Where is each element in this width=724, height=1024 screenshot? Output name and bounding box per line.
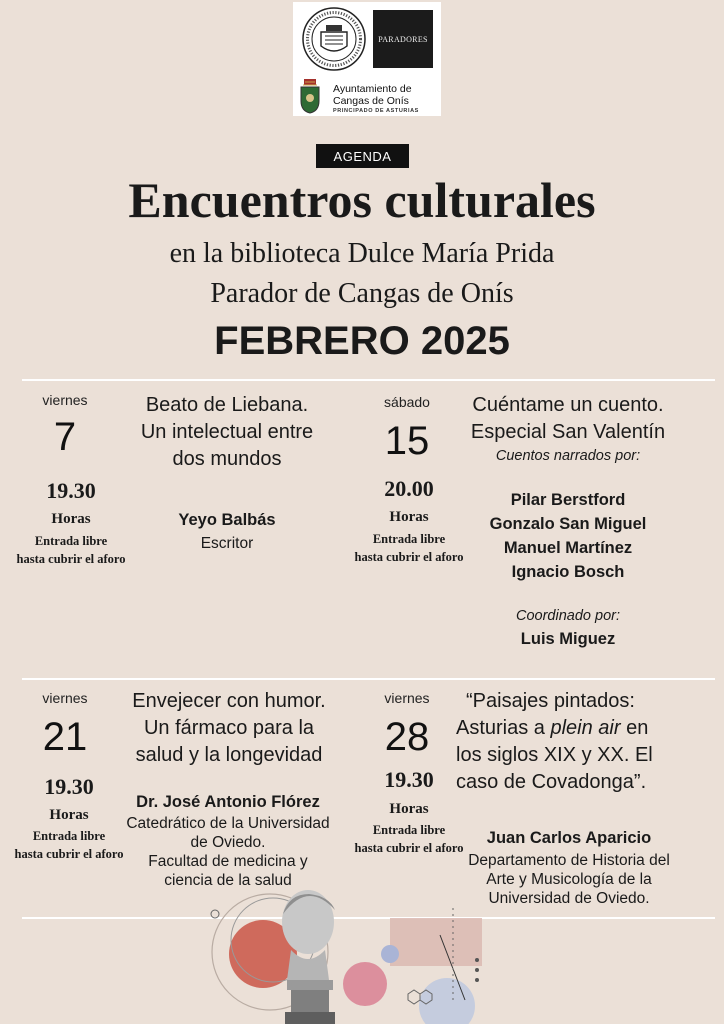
event-title (448, 392, 688, 446)
event-hours-label: Horas (389, 801, 429, 817)
speaker-role-line: Universidad de Oviedo. (488, 890, 650, 907)
speaker-role-line: Departamento de Historia del (468, 852, 670, 869)
event-narrators (448, 488, 688, 584)
ayuntamiento-name-line2: Cangas de Onís (333, 95, 409, 107)
event-title-line: Beato de Liebana. (145, 394, 309, 416)
narrator-name: Manuel Martínez (503, 539, 633, 557)
event-day-of-week: viernes (42, 690, 88, 706)
event-title-line: “Paisajes pintados: (466, 690, 635, 712)
subtitle-location: Parador de Cangas de Onís (210, 278, 514, 309)
speaker-role-line: Facultad de medicina y (148, 853, 308, 870)
event-speaker-role: Escritor (200, 535, 254, 552)
decorative-collage-illustration (195, 880, 525, 1024)
event-time: 19.30 (46, 478, 96, 503)
event-time: 20.00 (384, 476, 434, 501)
event-speaker: Juan Carlos Aparicio (486, 829, 652, 847)
event-entry-info: Entrada libre (32, 829, 106, 843)
event-entry-info: hasta cubrir el aforo (354, 841, 464, 855)
divider (22, 379, 715, 381)
narrator-name: Pilar Berstford (510, 491, 626, 509)
event-title-line: Un fármaco para la (143, 717, 315, 739)
event-day-of-week: sábado (384, 394, 430, 410)
event-speaker: Dr. José Antonio Flórez (136, 793, 320, 811)
event-entry-info: hasta cubrir el aforo (14, 847, 124, 861)
paradores-logo (373, 10, 433, 68)
event-entry-info: Entrada libre (372, 532, 446, 546)
ayuntamiento-name-line1: Ayuntamiento de (333, 83, 412, 95)
narrator-name: Ignacio Bosch (511, 563, 625, 581)
event-title-italic: plein air (550, 717, 621, 739)
university-seal-logo (301, 6, 367, 72)
event-title-line: dos mundos (172, 448, 282, 470)
event-entry-info: Entrada libre (372, 823, 446, 837)
narrator-name: Gonzalo San Miguel (489, 515, 647, 533)
event-title-line (456, 715, 716, 742)
agenda-badge (316, 144, 409, 168)
event-speaker-role (108, 814, 348, 890)
event-coordinator: Luis Miguez (520, 630, 616, 648)
event-day-number: 21 (42, 715, 88, 759)
month-title: FEBRERO 2025 (214, 319, 510, 363)
speaker-role-line: Arte y Musicología de la (486, 871, 652, 888)
event-title (112, 688, 346, 769)
event-title-line: los siglos XIX y XX. El (456, 744, 653, 766)
event-coordinated-label: Coordinado por: (516, 608, 620, 624)
event-narrated-label: Cuentos narrados por: (495, 448, 641, 464)
cangas-crest-logo (299, 78, 321, 114)
event-time: 19.30 (384, 767, 434, 792)
event-day-number: 28 (384, 715, 430, 759)
event-day-number: 7 (53, 415, 77, 459)
event-entry-info: hasta cubrir el aforo (16, 552, 126, 566)
speaker-role-line: de Oviedo. (190, 834, 266, 851)
event-title-text: Asturias a (456, 717, 551, 739)
logo-block (293, 2, 441, 116)
speaker-role-line: Catedrático de la Universidad (126, 815, 330, 832)
event-title-line: Cuéntame un cuento. (472, 394, 664, 416)
event-hours-label: Horas (389, 509, 429, 525)
main-title: Encuentros culturales (128, 172, 596, 228)
event-title (112, 392, 342, 473)
event-title (456, 688, 716, 796)
event-entry-info: hasta cubrir el aforo (354, 550, 464, 564)
event-time: 19.30 (44, 774, 94, 799)
event-hours-label: Horas (51, 511, 91, 527)
event-hours-label: Horas (49, 807, 89, 823)
agenda-badge-label: AGENDA (333, 148, 392, 164)
event-day-of-week: viernes (42, 392, 88, 408)
event-title-line: salud y la longevidad (135, 744, 323, 766)
event-title-line: caso de Covadonga”. (456, 771, 647, 793)
event-title-line: Especial San Valentín (470, 421, 666, 443)
event-day-of-week: viernes (384, 690, 430, 706)
event-title-text: en (620, 717, 649, 739)
event-speaker: Yeyo Balbás (178, 511, 276, 529)
speaker-role-line: ciencia de la salud (164, 872, 292, 889)
divider (22, 678, 715, 680)
event-entry-info: Entrada libre (34, 534, 108, 548)
ayuntamiento-region: PRINCIPADO DE ASTURIAS (333, 108, 419, 114)
event-title-line: Envejecer con humor. (132, 690, 326, 712)
subtitle-venue: en la biblioteca Dulce María Prida (169, 238, 555, 269)
paradores-logo-text: PARADORES (378, 34, 428, 44)
event-day-number: 15 (384, 419, 430, 463)
event-title-line: Un intelectual entre (140, 421, 314, 443)
